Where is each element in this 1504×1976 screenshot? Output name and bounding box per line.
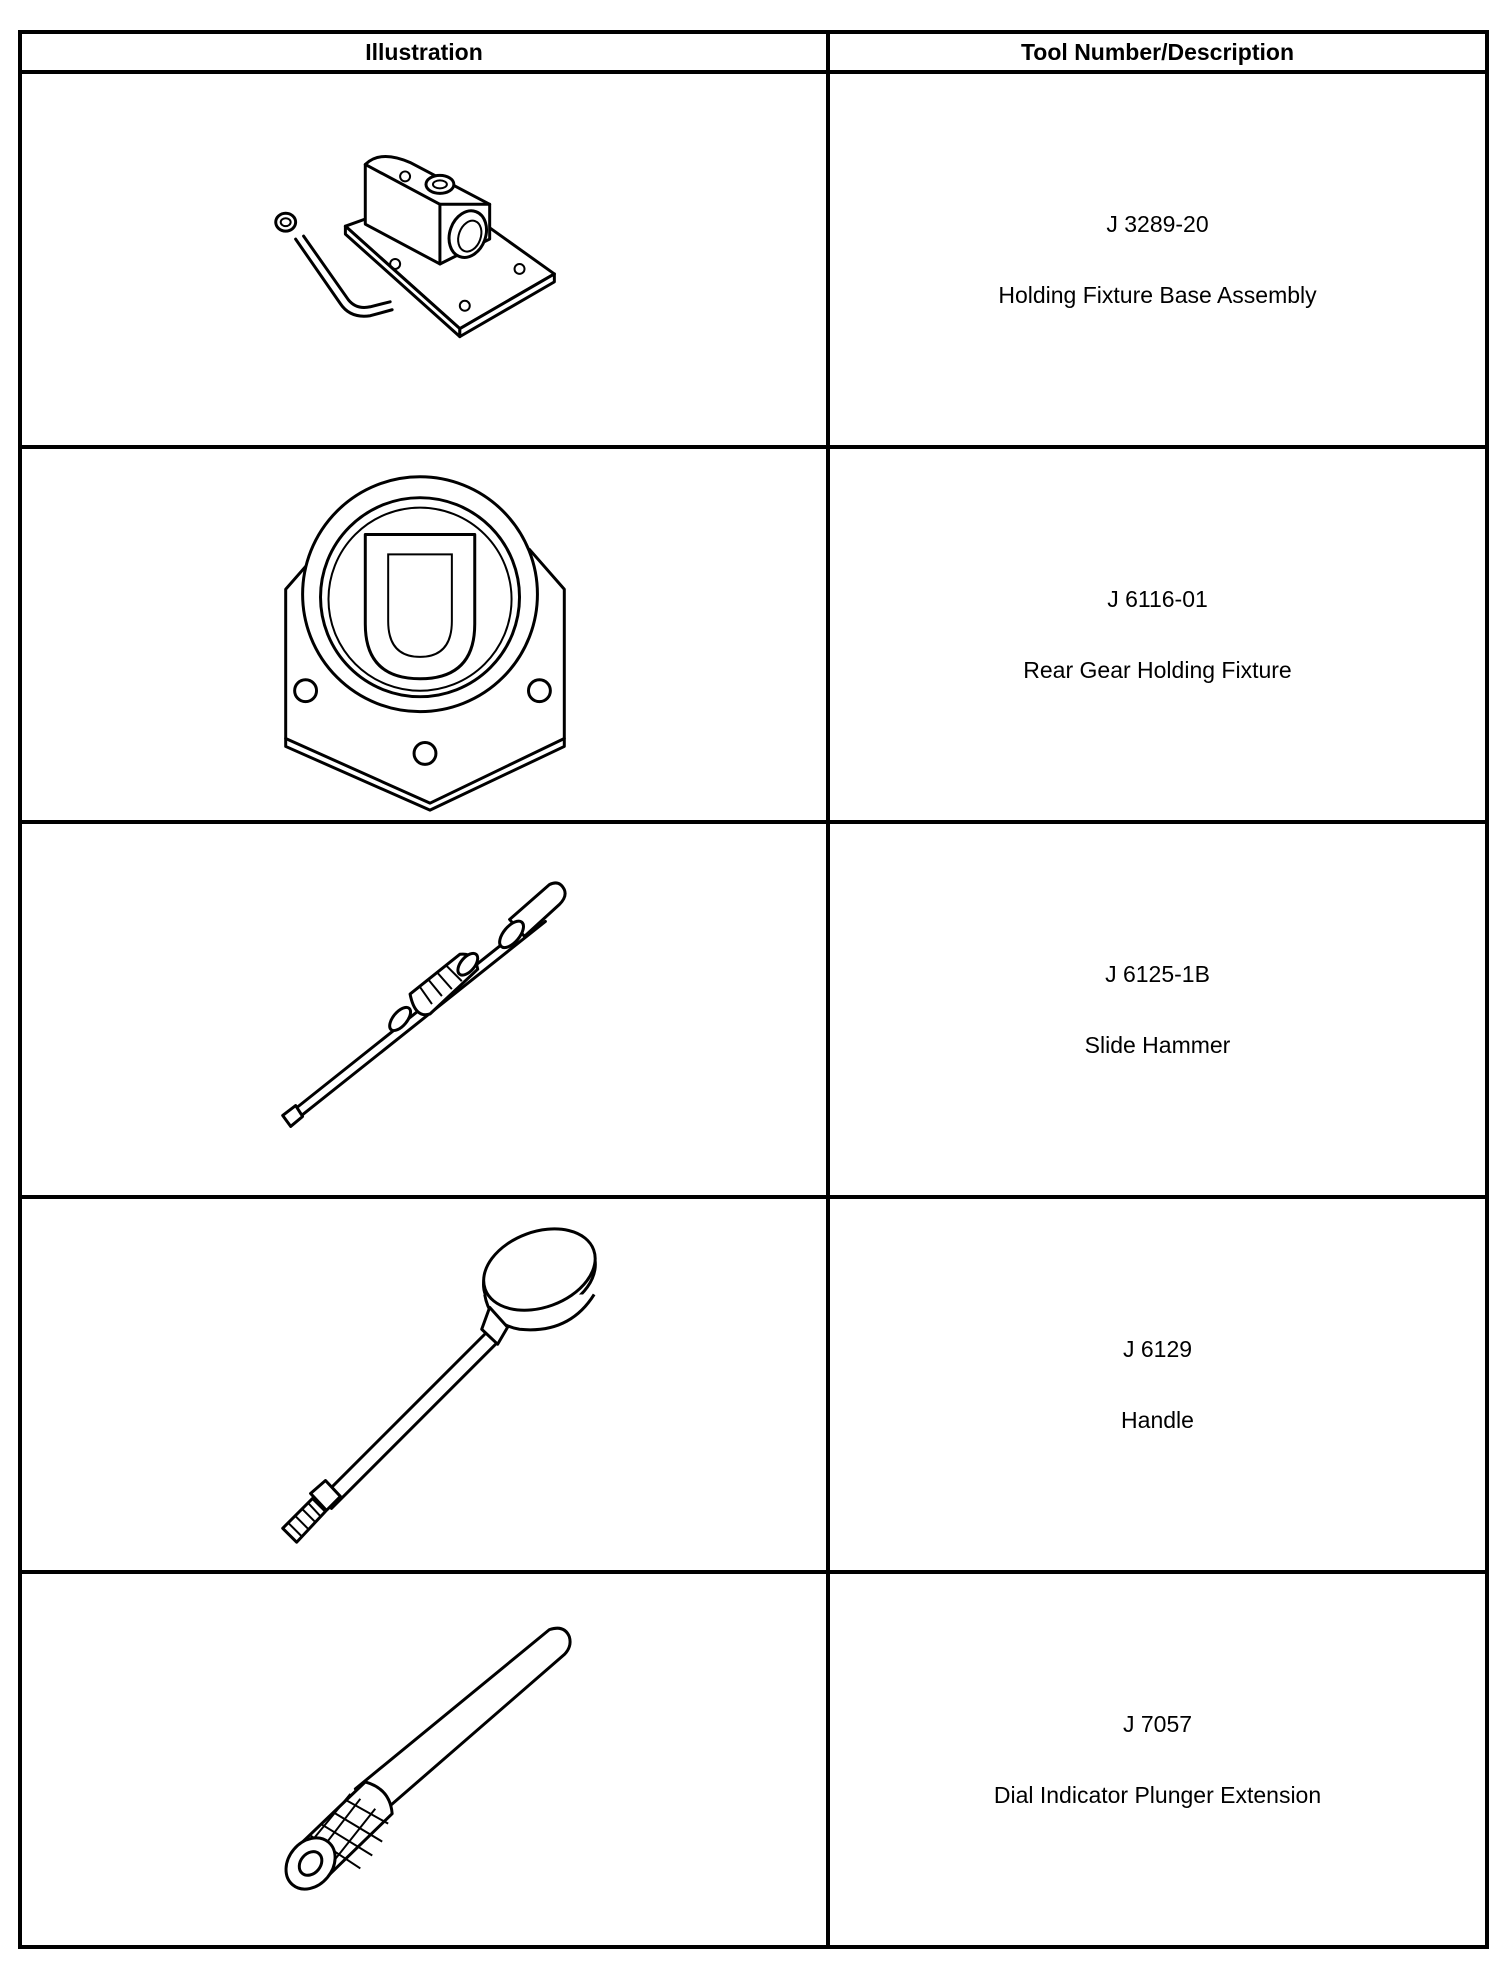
slide-hammer-icon [22,824,826,1195]
illustration-cell [20,822,828,1197]
table-row [20,447,1487,822]
illustration-cell [20,1197,828,1572]
description-cell [828,72,1487,447]
header-illustration: Illustration [20,32,828,72]
description-cell [828,1572,1487,1947]
illustration-cell [20,447,828,822]
holding-fixture-base-icon [22,74,826,445]
special-tools-table [18,30,1489,1949]
description-cell [828,822,1487,1197]
plunger-extension-icon [22,1574,826,1945]
table-row [20,72,1487,447]
tool-description: Holding Fixture Base Assembly [998,281,1317,308]
tool-description: Slide Hammer [1084,1031,1231,1058]
tool-description: Dial Indicator Plunger Extension [993,1781,1322,1808]
tool-description: Rear Gear Holding Fixture [1023,656,1292,683]
description-cell [828,1197,1487,1572]
tool-number: J 6125-1B [1105,960,1210,987]
table-row [20,1572,1487,1947]
illustration-cell [20,1572,828,1947]
illustration-cell [20,72,828,447]
tool-number: J 6129 [1122,1335,1193,1362]
description-cell [828,447,1487,822]
rear-gear-holding-fixture-icon [22,449,826,820]
table-row [20,1197,1487,1572]
handle-icon [22,1199,826,1570]
table-row [20,822,1487,1197]
tool-number: J 6116-01 [1107,585,1208,612]
header-tool-number-description: Tool Number/Description [828,32,1487,72]
table-header-row [20,32,1487,72]
tool-number: J 3289-20 [1106,210,1209,237]
tool-description: Handle [1121,1406,1194,1433]
tool-number: J 7057 [1122,1710,1193,1737]
